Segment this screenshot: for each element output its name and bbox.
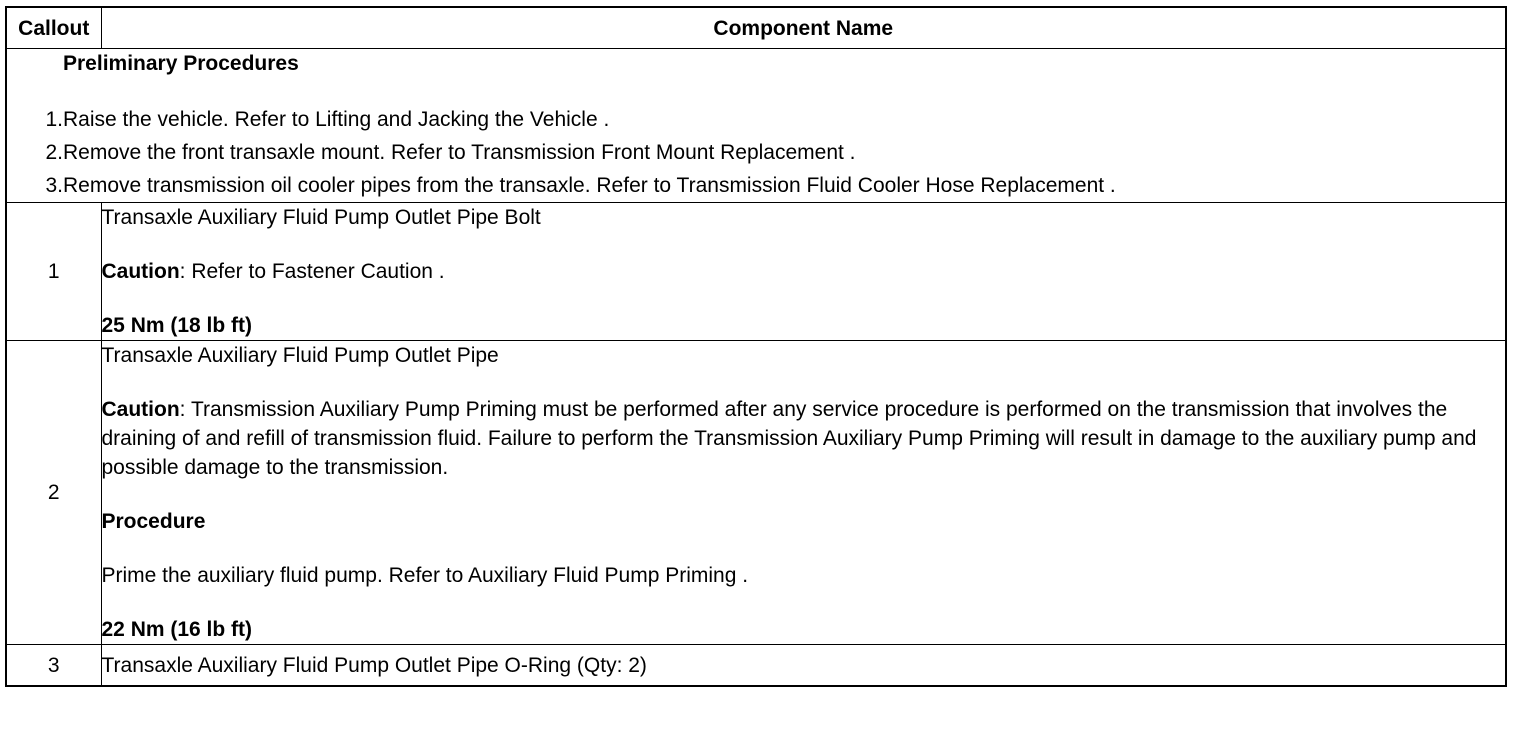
preliminary-steps (7, 103, 1505, 202)
component-name: Transaxle Auxiliary Fluid Pump Outlet Pipe O-Ring (Qty: 2) (101, 653, 647, 677)
step-number: 1. (45, 108, 63, 131)
component-name-header: Component Name (101, 7, 1506, 49)
table-row (6, 203, 1506, 341)
torque-spec: 25 Nm (18 lb ft) (101, 314, 253, 337)
table-header-row (6, 7, 1506, 49)
preliminary-cell (6, 49, 1506, 203)
component-table (5, 6, 1507, 687)
caution-text: : Transmission Auxiliary Pump Priming must be performed after any service procedure is performed on the transmission that involves the draining of and refill of transmission fluid. Failure to perform the Transmission Auxiliary Pump Priming will result in damage to the auxiliary pump and possible damage to the transmission. (101, 398, 1477, 479)
step-text: Remove transmission oil cooler pipes from the transaxle. Refer to Transmission Fluid Cooler Hose Replacement . (63, 174, 1116, 197)
callout-number: 1 (6, 203, 101, 341)
preliminary-step (7, 103, 1505, 136)
caution-label: Caution (101, 260, 180, 283)
preliminary-step (7, 169, 1505, 202)
procedure-text: Prime the auxiliary fluid pump. Refer to Auxiliary Fluid Pump Priming . (101, 564, 749, 587)
preliminary-row (6, 49, 1506, 203)
caution-note (102, 395, 1506, 482)
preliminary-title: Preliminary Procedures (63, 52, 299, 75)
step-number: 2. (45, 141, 63, 164)
caution-note (102, 257, 1506, 286)
component-name: Transaxle Auxiliary Fluid Pump Outlet Pipe Bolt (101, 206, 541, 229)
step-text: Raise the vehicle. Refer to Lifting and Jacking the Vehicle . (63, 108, 610, 131)
preliminary-step (7, 136, 1505, 169)
table-row (6, 645, 1506, 687)
callout-header: Callout (6, 7, 101, 49)
torque-spec: 22 Nm (16 lb ft) (101, 618, 253, 641)
step-number: 3. (45, 174, 63, 197)
table-row (6, 341, 1506, 645)
component-cell (101, 203, 1506, 341)
caution-label: Caution (101, 398, 180, 421)
step-text: Remove the front transaxle mount. Refer to Transmission Front Mount Replacement . (63, 141, 856, 164)
component-cell (101, 341, 1506, 645)
component-name: Transaxle Auxiliary Fluid Pump Outlet Pipe (101, 344, 499, 367)
callout-number: 2 (6, 341, 101, 645)
procedure-label: Procedure (101, 510, 206, 533)
component-cell (101, 645, 1506, 687)
caution-text: : Refer to Fastener Caution . (179, 260, 445, 283)
callout-number: 3 (6, 645, 101, 687)
